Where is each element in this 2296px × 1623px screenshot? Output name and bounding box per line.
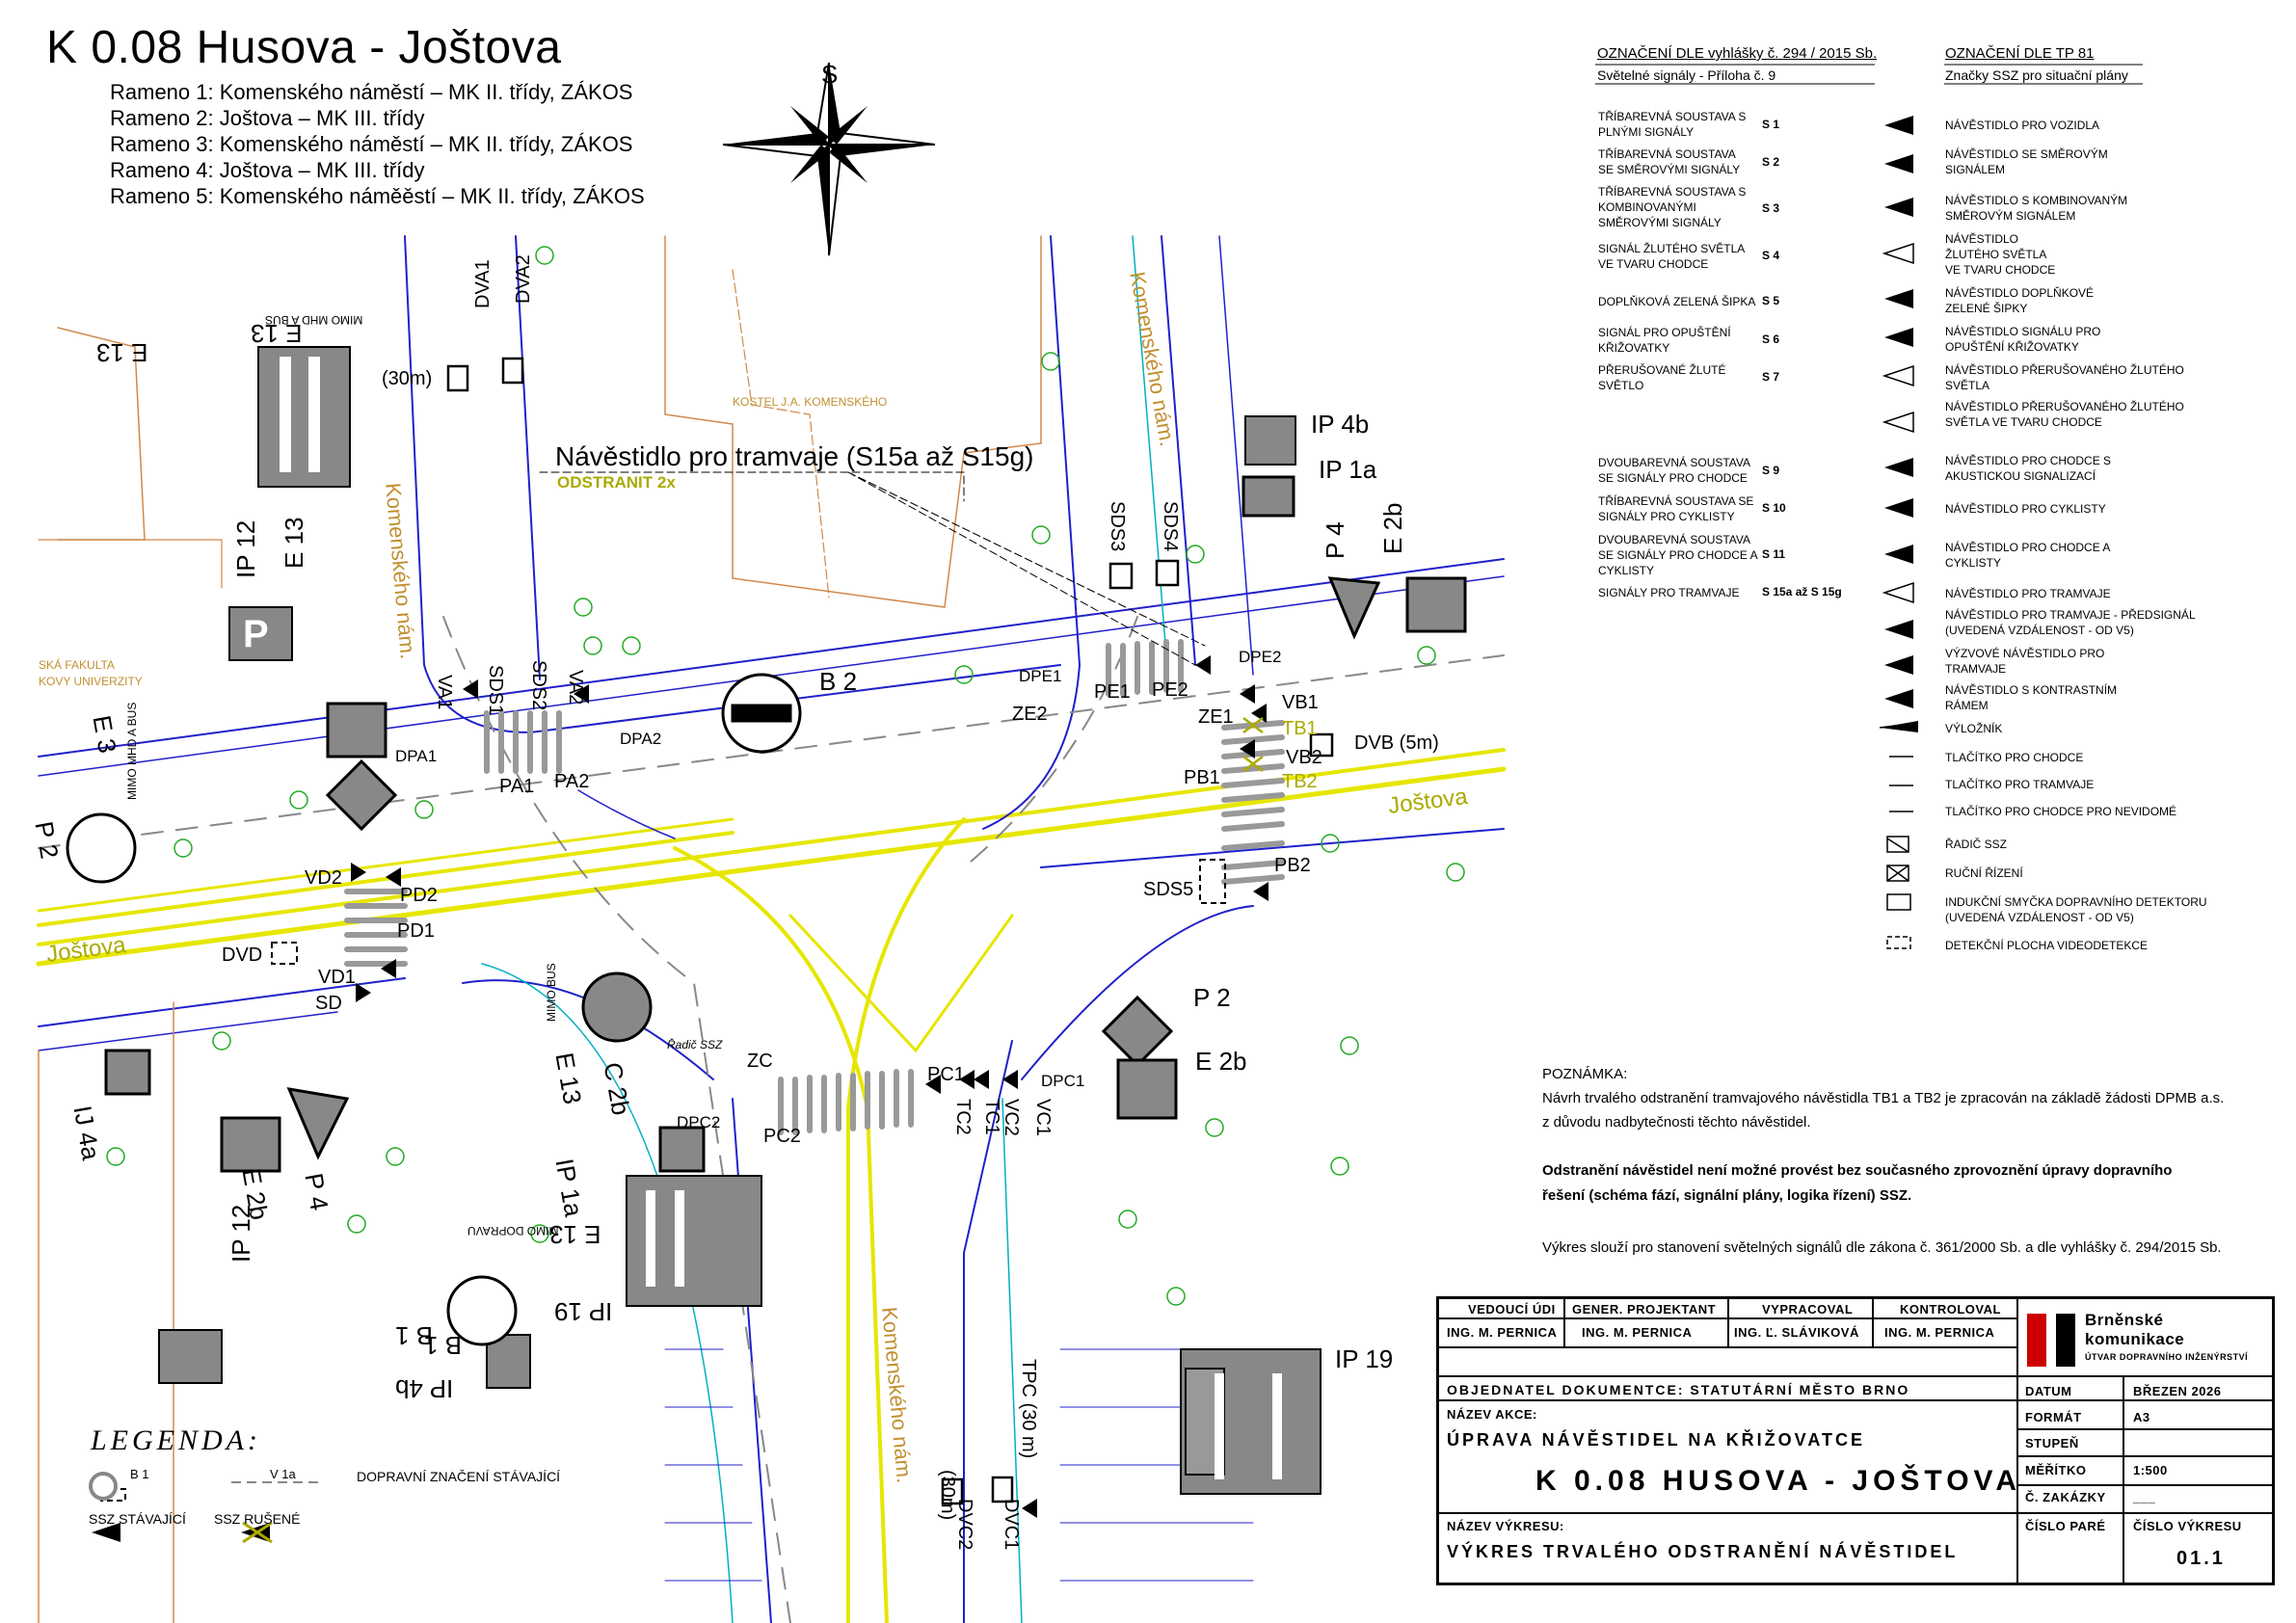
tb-format-label: FORMÁT (2025, 1410, 2082, 1424)
sign-label: IP 12 (231, 519, 260, 578)
signal-label: TPC (30 m) (1018, 1359, 1039, 1459)
signal-label: PC1 (927, 1064, 965, 1085)
signal-s10-name: TŘÍBAREVNÁ SOUSTAVA SE SIGNÁLY PRO CYKLISTY (1598, 494, 1754, 523)
signal-label: TC1 (981, 1099, 1002, 1135)
symbol-label: DETEKČNÍ PLOCHA VIDEODETEKCE (1945, 939, 2149, 952)
sign-label: E 2b (1195, 1047, 1247, 1076)
signal-s9-name: DVOUBAREVNÁ SOUSTAVA SE SIGNÁLY PRO CHODCE (1598, 456, 1750, 485)
sign-p-sw (159, 1330, 222, 1383)
tb-nazev-vykresu-label: NÁZEV VÝKRESU: (1447, 1519, 1564, 1533)
symbol-label: INDUKČNÍ SMYČKA DOPRAVNÍHO DETEKTORU (UVEDENÁ VZDÁLENOST - OD V5) (1945, 895, 2207, 924)
symbol-label: NÁVĚSTIDLO PŘERUŠOVANÉHO ŽLUTÉHO SVĚTLA (1945, 363, 2184, 392)
tram-signal-callout-sub: ODSTRANIT 2x (557, 473, 676, 492)
street-komenskeho-right: Komenského nám. (1125, 270, 1180, 448)
sign-label: E 13 (549, 1051, 588, 1106)
signal-label: SD (315, 993, 342, 1014)
tb-company-1: Brněnské (2085, 1311, 2164, 1329)
signal-s5-name: DOPLŇKOVÁ ZELENÁ ŠIPKA (1598, 295, 1756, 308)
sign-label: E 2b (236, 1166, 275, 1222)
signal-label: VA1 (434, 675, 455, 710)
street-jostova-right: Joštova (1386, 784, 1469, 819)
symbol-label: RUČNÍ ŘÍZENÍ (1945, 866, 2023, 880)
tb-zakazka-label: Č. ZAKÁZKY (2025, 1490, 2106, 1504)
tb-pare-label: ČÍSLO PARÉ (2025, 1519, 2106, 1533)
signal-label: DPE2 (1239, 648, 1282, 666)
tb-vypracoval-value: ING. Ľ. SLÁVIKOVÁ (1734, 1325, 1859, 1340)
signal-label: DPA2 (620, 730, 662, 748)
signal-s6-code: S 6 (1762, 333, 1780, 346)
signal-s11-code: S 11 (1762, 547, 1786, 561)
note-heading: POZNÁMKA: (1542, 1066, 1628, 1082)
symbol-label: NÁVĚSTIDLO SIGNÁLU PRO OPUŠTĚNÍ KŘIŽOVATKY (1945, 325, 2101, 354)
signal-s6-name: SIGNÁL PRO OPUŠTĚNÍ KŘIŽOVATKY (1598, 326, 1731, 355)
signal-label: DVB (5m) (1354, 732, 1439, 754)
legend-col1-header-1: OZNAČENÍ DLE vyhlášky č. 294 / 2015 Sb. (1597, 45, 1878, 62)
sign-label: E 13 (96, 338, 148, 367)
signal-label: PA1 (499, 776, 535, 797)
signal-label: PE1 (1094, 681, 1131, 703)
tb-cislo-value: 01.1 (2176, 1548, 2226, 1569)
symbol-label: NÁVĚSTIDLO SE SMĚROVÝM SIGNÁLEM (1945, 147, 2108, 176)
signal-s1-name: TŘÍBAREVNÁ SOUSTAVA S PLNÝMI SIGNÁLY (1598, 110, 1747, 139)
note-law: Výkres slouží pro stanovení světelných signálů dle zákona č. 361/2000 Sb. a dle vyhlášky č. 294/2015 Sb. (1542, 1239, 2222, 1256)
sign-ip1a-s (660, 1128, 704, 1171)
tb-company-3: ÚTVAR DOPRAVNÍHO INŽENÝRSTVÍ (2085, 1352, 2249, 1362)
sign-ip1a-ne (1243, 477, 1294, 516)
signal-s10-code: S 10 (1762, 501, 1786, 515)
signal-label: PB1 (1184, 767, 1220, 788)
mimo-label: MIMO MHD A BUS (265, 313, 363, 327)
sign-label: C 2b (598, 1060, 636, 1118)
signal-label: PD2 (400, 885, 438, 906)
tb-zakazka-value: ___ (2133, 1490, 2156, 1504)
rameno-3: Rameno 3: Komenského náměstí – MK II. třídy, ZÁKOS (110, 132, 633, 156)
signal-label: VC1 (1032, 1099, 1054, 1136)
sign-turn (583, 973, 651, 1041)
sign-label: B 1 (395, 1321, 434, 1350)
tb-datum-label: DATUM (2025, 1384, 2072, 1398)
signal-label: VB2 (1286, 747, 1322, 768)
signal-label: TB1 (1282, 718, 1318, 739)
signal-label: DVA2 (513, 254, 534, 304)
legend-b1-label: B 1 (130, 1467, 149, 1481)
signal-label: VD1 (318, 967, 356, 988)
rameno-4: Rameno 4: Joštova – MK III. třídy (110, 158, 425, 182)
symbol-label: NÁVĚSTIDLO PRO CHODCE S AKUSTICKOU SIGNALIZACÍ (1945, 454, 2112, 483)
sign-label: IP 1a (1319, 455, 1377, 484)
symbol-label: ŘADIČ SSZ (1945, 838, 2008, 851)
signal-label: DPC1 (1041, 1072, 1085, 1090)
legend-dz-label: DOPRAVNÍ ZNAČENÍ STÁVAJÍCÍ (357, 1469, 561, 1484)
tb-vypracoval-header: VYPRACOVAL (1762, 1302, 1854, 1317)
street-jostova-left: Joštova (44, 932, 127, 968)
crosswalk-a (487, 713, 559, 771)
signal-label: VB1 (1282, 692, 1319, 713)
symbol-label: NÁVĚSTIDLO S KONTRASTNÍM RÁMEM (1945, 683, 2118, 712)
note-line-2: z důvodu nadbytečnosti těchto návěstidel. (1542, 1114, 1811, 1131)
sign-label: P 2 (29, 819, 65, 862)
symbol-label: TLAČÍTKO PRO TRAMVAJE (1945, 778, 2095, 791)
sign-label: E 13 (549, 1220, 601, 1249)
signal-label: SDS1 (485, 665, 506, 716)
sign-label: P 4 (1321, 521, 1349, 559)
tram-signal-callout: Návěstidlo pro tramvaje (S15a až S15g) (555, 441, 1034, 471)
signal-s2-name: TŘÍBAREVNÁ SOUSTAVA SE SMĚROVÝMI SIGNÁLY (1598, 147, 1741, 176)
sign-p4-sw (289, 1089, 347, 1157)
tb-stupen-label: STUPEŇ (2025, 1436, 2079, 1450)
sign-label: P (243, 613, 269, 655)
symbol-label: NÁVĚSTIDLO ŽLUTÉHO SVĚTLA VE TVARU CHODCE (1945, 232, 2056, 277)
street-komenskeho-left: Komenského nám. (381, 482, 420, 660)
sign-label: B 1 (424, 1331, 463, 1360)
signal-s4-code: S 4 (1762, 249, 1780, 262)
tb-meritko-value: 1:500 (2133, 1463, 2168, 1477)
title-block (1436, 1296, 2275, 1585)
signal-s2-code: S 2 (1762, 155, 1780, 169)
sign-ij4a (106, 1051, 149, 1094)
sign-p2-w (328, 761, 395, 829)
rameno-5: Rameno 5: Komenského náměěstí – MK II. třídy, ZÁKOS (110, 184, 645, 208)
sign-p2-e (1104, 998, 1171, 1065)
symbol-label: NÁVĚSTIDLO PRO CHODCE A CYKLISTY (1945, 541, 2110, 570)
symbol-label: NÁVĚSTIDLO DOPLŇKOVÉ ZELENÉ ŠIPKY (1945, 286, 2095, 315)
symbol-label: NÁVĚSTIDLO S KOMBINOVANÝM SMĚROVÝM SIGNÁLEM (1945, 194, 2128, 223)
symbol-label: VÝZVOVÉ NÁVĚSTIDLO PRO TRAMVAJE (1945, 647, 2105, 676)
tb-nazev-akce: ÚPRAVA NÁVĚSTIDEL NA KŘIŽOVATCE (1447, 1430, 1866, 1450)
signal-label: DVA1 (472, 259, 494, 308)
sign-e2b-ne (1407, 578, 1465, 631)
tb-company-2: komunikace (2085, 1330, 2185, 1348)
signal-s5-code: S 5 (1762, 294, 1780, 307)
signal-label: DPC2 (677, 1113, 721, 1131)
street-komenskeho-bottom: Komenského nám. (877, 1306, 917, 1484)
tb-kontroloval-header: KONTROLOVAL (1900, 1302, 2001, 1317)
symbol-label: NÁVĚSTIDLO PRO TRAMVAJE - PŘEDSIGNÁL (UVEDENÁ VZDÁLENOST - OD V5) (1945, 608, 2196, 637)
signal-s3-code: S 3 (1762, 201, 1780, 215)
fakulta-label-1: SKÁ FAKULTA (39, 658, 115, 672)
rameno-2: Rameno 2: Joštova – MK III. třídy (110, 106, 425, 130)
signal-s15-name: SIGNÁLY PRO TRAMVAJE (1598, 586, 1740, 599)
note-bold-2: řešení (schéma fází, signální plány, logika řízení) SSZ. (1542, 1187, 1912, 1204)
signal-label: VA2 (565, 670, 586, 705)
signal-s11-name: DVOUBAREVNÁ SOUSTAVA SE SIGNÁLY PRO CHODCE A CYKLISTY (1598, 533, 1757, 577)
signal-s3-name: TŘÍBAREVNÁ SOUSTAVA S KOMBINOVANÝMI SMĚROVÝMI SIGNÁLY (1598, 185, 1747, 229)
signal-label: PE2 (1152, 679, 1188, 701)
signal-label: SDS5 (1143, 879, 1194, 900)
legend-col2-header-1: OZNAČENÍ DLE TP 81 (1945, 45, 2095, 62)
legend-col2-header-2: Značky SSZ pro situační plány (1945, 67, 2128, 83)
signal-label: SDS2 (528, 660, 549, 711)
sign-label: IP 19 (554, 1297, 613, 1326)
tb-cislo-label: ČÍSLO VÝKRESU (2133, 1519, 2242, 1533)
sign-label: P 4 (299, 1171, 334, 1213)
symbol-label: TLAČÍTKO PRO CHODCE (1945, 751, 2084, 764)
signal-label: DVC1 (1001, 1499, 1022, 1551)
kostel-label: KOSTEL J.A. KOMENSKÉHO (733, 395, 888, 409)
sign-e2b-se (1118, 1060, 1176, 1118)
signal-label: VD2 (305, 867, 342, 889)
signal-label: DVD (222, 945, 263, 966)
signal-label: PB2 (1274, 855, 1311, 876)
tb-format-value: A3 (2133, 1410, 2150, 1424)
crosswalk-c (781, 1072, 911, 1132)
rameno-1: Rameno 1: Komenského náměstí – MK II. třídy, ZÁKOS (110, 80, 633, 104)
legend-col1-header-2: Světelné signály - Příloha č. 9 (1597, 67, 1776, 83)
symbol-label: NÁVĚSTIDLO PŘERUŠOVANÉHO ŽLUTÉHO SVĚTLA VE TVARU CHODCE (1945, 400, 2184, 429)
signal-label: PD1 (397, 920, 435, 942)
tb-vedouci-header: VEDOUCÍ ÚDI (1468, 1302, 1556, 1317)
symbol-label: TLAČÍTKO PRO CHODCE PRO NEVIDOMÉ (1945, 805, 2177, 818)
symbol-label: NÁVĚSTIDLO PRO VOZIDLA (1945, 119, 2100, 132)
tb-nazev-akce-label: NÁZEV AKCE: (1447, 1407, 1537, 1422)
compass-north-label: S (821, 60, 839, 89)
sign-label: P 2 (1193, 983, 1231, 1012)
sign-b1-w (67, 814, 135, 882)
signal-s15-code: S 15a až S 15g (1762, 585, 1842, 599)
tb-objednatel: OBJEDNATEL DOKUMENTCE: STATUTÁRNÍ MĚSTO BRNO (1447, 1382, 1910, 1397)
mimo-label: MIMO BUS (545, 963, 558, 1022)
signal-label: DPE1 (1019, 667, 1062, 685)
sign-label: E 2b (1378, 502, 1407, 554)
note-line-1: Návrh trvalého odstranění tramvajového návěstidla TB1 a TB2 je zpracován na základě žádosti DPMB a.s. (1542, 1090, 2225, 1106)
sign-lanes-nw (258, 347, 350, 487)
legend-ssz-removed-label: SSZ RUŠENÉ (214, 1511, 301, 1527)
sign-label: E 3 (87, 713, 122, 756)
signal-label: PA2 (554, 771, 590, 792)
symbol-label: NÁVĚSTIDLO PRO TRAMVAJE (1945, 587, 2111, 600)
sign-ip4b-ne (1245, 416, 1295, 465)
mimo-label: MIMO DOPRAVU (467, 1224, 559, 1237)
signal-label: VC2 (1001, 1099, 1022, 1136)
signal-label: TB2 (1282, 771, 1318, 792)
fakulta-label-2: KOVY UNIVERZITY (39, 675, 143, 688)
sign-p4-ne (1330, 578, 1378, 636)
sign-label: E 13 (251, 319, 303, 348)
sign-label: B 2 (819, 667, 858, 696)
sign-e2b-w (328, 704, 386, 757)
signal-label: PC2 (763, 1126, 801, 1147)
legend-ssz-existing-label: SSZ STÁVAJÍCÍ (89, 1511, 186, 1527)
signal-label: ZE2 (1012, 704, 1048, 725)
tb-meritko-label: MĚŘÍTKO (2025, 1463, 2087, 1477)
sign-label: IP 12 (227, 1204, 255, 1263)
radic-label: Řadič SSZ (667, 1038, 723, 1051)
tb-gen-header: GENER. PROJEKTANT (1572, 1302, 1717, 1317)
page-title: K 0.08 Husova - Joštova (46, 22, 562, 73)
signal-label: (30m) (382, 368, 433, 389)
note-bold-1: Odstranění návěstidel není možné provést bez současného zprovoznění úpravy dopravního (1542, 1162, 2173, 1179)
legend-title: LEGENDA: (91, 1424, 261, 1456)
signal-s7-name: PŘERUŠOVANÉ ŽLUTÉ SVĚTLO (1598, 363, 1726, 392)
signal-s7-code: S 7 (1762, 370, 1780, 384)
signal-s1-code: S 1 (1762, 118, 1780, 131)
tb-vedouci-value: ING. M. PERNICA (1447, 1325, 1558, 1340)
signal-s9-code: S 9 (1762, 464, 1780, 477)
sign-label: IP 4b (395, 1374, 454, 1403)
tb-kontroloval-value: ING. M. PERNICA (1884, 1325, 1995, 1340)
sign-label: IP 1a (549, 1157, 589, 1219)
symbol-label: NÁVĚSTIDLO PRO CYKLISTY (1945, 502, 2106, 516)
sign-e2b-sw (222, 1118, 280, 1171)
signal-label: (30m) (937, 1470, 958, 1521)
legend-b1-icon (91, 1474, 116, 1499)
signal-label: TC2 (952, 1099, 974, 1135)
tb-datum-value: BŘEZEN 2026 (2133, 1384, 2222, 1398)
tb-krizovatka: K 0.08 HUSOVA - JOŠTOVA (1535, 1465, 2021, 1497)
legend-v1a-label: V 1a (270, 1467, 296, 1481)
sign-label: IP 4b (1311, 410, 1370, 439)
symbol-label: VÝLOŽNÍK (1945, 722, 2003, 735)
mimo-label: MIMO MHD A BUS (125, 702, 139, 800)
sign-label: IJ 4a (67, 1104, 106, 1162)
signal-label: ZE1 (1198, 706, 1234, 728)
signal-s4-name: SIGNÁL ŽLUTÉHO SVĚTLA VE TVARU CHODCE (1598, 242, 1745, 271)
tb-nazev-vykresu: VÝKRES TRVALÉHO ODSTRANĚNÍ NÁVĚSTIDEL (1447, 1542, 1959, 1561)
sign-label: E 13 (280, 517, 308, 569)
signal-label: DVC2 (954, 1499, 975, 1551)
signal-label: SDS3 (1107, 501, 1128, 552)
signal-label: SDS4 (1160, 501, 1181, 552)
signal-label: DPA1 (395, 747, 438, 765)
sign-label: IP 19 (1335, 1344, 1394, 1373)
tb-gen-value: ING. M. PERNICA (1582, 1325, 1693, 1340)
signal-label: ZC (747, 1051, 773, 1072)
compass-icon (723, 63, 935, 255)
